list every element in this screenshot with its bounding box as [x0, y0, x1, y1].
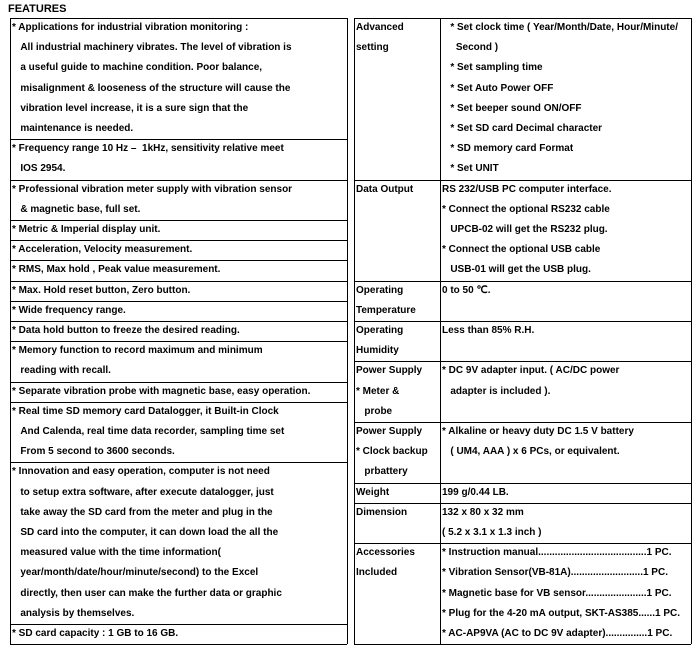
- feature-cell-line: year/month/date/hour/minute/second) to the Excel: [12, 567, 259, 579]
- left-table-border: [10, 341, 11, 381]
- spec-label: [354, 281, 440, 321]
- spec-value-line: * Set Auto Power OFF: [442, 82, 554, 94]
- right-table-border: [354, 422, 355, 483]
- left-table-border: [10, 382, 11, 402]
- right-table-border: [354, 281, 355, 321]
- left-table-border: [347, 180, 348, 220]
- left-table-border: [347, 341, 348, 381]
- right-table-border: [354, 18, 355, 180]
- spec-label-line: Dimension: [356, 506, 408, 518]
- feature-cell: [10, 321, 347, 341]
- spec-label-line: * Clock backup: [356, 446, 428, 458]
- left-table-border: [10, 624, 11, 644]
- right-table-border: [440, 483, 441, 503]
- right-table-border: [354, 543, 355, 644]
- right-table-border: [440, 422, 441, 483]
- right-table-border: [354, 180, 355, 281]
- feature-cell-line: analysis by themselves.: [12, 607, 135, 619]
- spec-label-line: Included: [356, 567, 398, 579]
- left-table-border: [10, 301, 11, 321]
- feature-cell-line: & magnetic base, full set.: [12, 203, 141, 215]
- feature-cell-line: * Wide frequency range.: [12, 304, 126, 316]
- spec-value: [440, 321, 691, 341]
- spec-value: [440, 361, 691, 401]
- right-table-border: [691, 483, 692, 503]
- spec-label: [354, 422, 440, 483]
- left-table-border: [10, 281, 11, 301]
- spec-label-line: Temperature: [356, 304, 416, 316]
- left-table-border: [347, 301, 348, 321]
- feature-cell-line: * Data hold button to freeze the desired reading.: [12, 325, 240, 336]
- spec-value-line: * Vibration Sensor(VB-81A)..........................1 PC.: [442, 567, 668, 579]
- left-table-border: [10, 18, 11, 139]
- right-table-border: [691, 180, 692, 281]
- spec-value-line: ( 5.2 x 3.1 x 1.3 inch ): [442, 526, 542, 538]
- spec-value-line: * Instruction manual.......................................1 PC.: [442, 547, 672, 559]
- feature-cell-line: * Professional vibration meter supply with vibration sensor: [12, 183, 293, 195]
- spec-label-line: Operating: [356, 325, 404, 336]
- spec-value-line: RS 232/USB PC computer interface.: [442, 183, 612, 195]
- spec-value-line: 132 x 80 x 32 mm: [442, 506, 524, 518]
- feature-cell-line: * Acceleration, Velocity measurement.: [12, 244, 193, 256]
- right-table-border: [691, 321, 692, 361]
- left-table-border: [347, 260, 348, 280]
- feature-cell: [10, 180, 347, 220]
- spec-label: [354, 321, 440, 361]
- spec-label: [354, 361, 440, 422]
- spec-value-line: * Alkaline or heavy duty DC 1.5 V battery: [442, 426, 634, 437]
- left-table-border: [10, 321, 11, 341]
- feature-cell: [10, 139, 347, 179]
- feature-cell-line: And Calenda, real time data recorder, sampling time set: [12, 425, 285, 437]
- left-table-border: [347, 139, 348, 179]
- right-table-border: [440, 361, 441, 422]
- spec-label-line: Advanced: [356, 22, 404, 33]
- spec-label: [354, 18, 440, 58]
- left-table-border: [10, 220, 11, 240]
- spec-label-line: Weight: [356, 486, 390, 498]
- right-table-border: [354, 321, 355, 361]
- left-table-border: [10, 462, 11, 624]
- spec-value-line: adapter is included ).: [442, 385, 551, 397]
- left-table-border: [347, 402, 348, 463]
- feature-cell-line: IOS 2954.: [12, 163, 66, 175]
- spec-label: [354, 483, 440, 503]
- spec-label-line: Data Output: [356, 183, 414, 195]
- left-table-border: [347, 240, 348, 260]
- feature-cell-line: * Memory function to record maximum and minimum: [12, 345, 263, 357]
- spec-value: [440, 503, 691, 543]
- right-table-border: [354, 503, 355, 543]
- spec-label-line: prbattery: [356, 466, 408, 478]
- feature-cell-line: * Frequency range 10 Hz – 1kHz, sensitivity relative meet: [12, 143, 284, 155]
- feature-cell-line: * Separate vibration probe with magnetic base, easy operation.: [12, 385, 311, 397]
- feature-cell-line: misalignment & looseness of the structure will cause the: [12, 82, 291, 94]
- feature-cell: [10, 402, 347, 463]
- right-table-border: [691, 281, 692, 321]
- feature-cell-line: * Applications for industrial vibration monitoring :: [12, 22, 249, 33]
- spec-value-line: * Magnetic base for VB sensor......................1 PC.: [442, 587, 672, 599]
- feature-cell-line: All industrial machinery vibrates. The level of vibration is: [12, 42, 292, 54]
- feature-cell: [10, 260, 347, 280]
- spec-value-line: * Set sampling time: [442, 62, 543, 74]
- left-table-border: [10, 402, 11, 463]
- spec-label-line: Power Supply: [356, 426, 423, 437]
- spec-label-line: Operating: [356, 284, 404, 296]
- feature-cell-line: * Innovation and easy operation, computer is not need: [12, 466, 270, 478]
- feature-cell: [10, 624, 347, 644]
- spec-value-line: * Plug for the 4-20 mA output, SKT-AS385......1 PC.: [442, 607, 680, 619]
- spec-value-line: * AC-AP9VA (AC to DC 9V adapter)...............1 PC.: [442, 627, 673, 639]
- right-table-border: [440, 180, 441, 281]
- right-table-border: [691, 543, 692, 644]
- feature-cell: [10, 281, 347, 301]
- spec-value: [440, 18, 691, 180]
- right-table-border: [354, 483, 355, 503]
- feature-cell: [10, 220, 347, 240]
- spec-value-line: * Set clock time ( Year/Month/Date, Hour/Minute/: [442, 22, 678, 33]
- spec-value-line: 199 g/0.44 LB.: [442, 486, 509, 498]
- spec-value-line: Second ): [442, 42, 499, 54]
- feature-cell-line: maintenance is needed.: [12, 122, 134, 134]
- feature-cell-line: take away the SD card from the meter and plug in the: [12, 506, 273, 518]
- right-table-border: [691, 422, 692, 483]
- feature-cell-line: * RMS, Max hold , Peak value measurement.: [12, 264, 221, 276]
- left-table-border: [10, 260, 11, 280]
- feature-cell-line: a useful guide to machine condition. Poor balance,: [12, 62, 263, 74]
- feature-cell-line: From 5 second to 3600 seconds.: [12, 446, 175, 458]
- spec-value-line: * SD memory card Format: [442, 143, 574, 155]
- spec-label: [354, 503, 440, 523]
- right-table-border: [440, 543, 441, 644]
- spec-label-line: Humidity: [356, 345, 399, 357]
- spec-value: [440, 483, 691, 503]
- spec-value-line: * Connect the optional USB cable: [442, 244, 601, 256]
- spec-value-line: * Set beeper sound ON/OFF: [442, 102, 582, 114]
- feature-cell-line: to setup extra software, after execute datalogger, just: [12, 486, 274, 498]
- spec-value-line: 0 to 50 ℃.: [442, 284, 491, 296]
- left-table-border: [347, 281, 348, 301]
- left-table-border: [10, 180, 11, 220]
- spec-label: [354, 543, 440, 583]
- feature-cell: [10, 462, 347, 624]
- spec-label-line: Power Supply: [356, 365, 423, 377]
- spec-value-line: * DC 9V adapter input. ( AC/DC power: [442, 365, 620, 377]
- feature-cell-line: reading with recall.: [12, 365, 111, 377]
- left-table-border: [347, 382, 348, 402]
- right-table-border: [440, 18, 441, 180]
- spec-label: [354, 180, 440, 200]
- spec-label-line: setting: [356, 42, 389, 54]
- spec-value-line: * Connect the optional RS232 cable: [442, 203, 610, 215]
- right-table-border: [440, 321, 441, 361]
- spec-value-line: * Set UNIT: [442, 163, 499, 175]
- feature-cell: [10, 240, 347, 260]
- spec-value: [440, 180, 691, 281]
- feature-cell-line: measured value with the time information(: [12, 547, 221, 559]
- spec-value: [440, 422, 691, 462]
- left-table-border: [10, 139, 11, 179]
- feature-cell-line: * Max. Hold reset button, Zero button.: [12, 284, 191, 296]
- feature-cell-line: directly, then user can make the further data or graphic: [12, 587, 282, 599]
- right-table-border: [691, 361, 692, 422]
- spec-label-line: Accessories: [356, 547, 415, 559]
- spec-value-line: USB-01 will get the USB plug.: [442, 264, 591, 276]
- right-table-border: [440, 503, 441, 543]
- left-table-border: [10, 240, 11, 260]
- left-table-border: [347, 462, 348, 624]
- spec-label-line: * Meter &: [356, 385, 400, 397]
- feature-cell: [10, 341, 347, 381]
- feature-cell-line: * Real time SD memory card Datalogger, it Built-in Clock: [12, 405, 279, 417]
- spec-value-line: * Set SD card Decimal character: [442, 122, 603, 134]
- left-table-border: [347, 18, 348, 139]
- right-table-border: [691, 18, 692, 180]
- feature-cell-line: SD card into the computer, it can down load the all the: [12, 526, 279, 538]
- feature-cell-line: * Metric & Imperial display unit.: [12, 224, 161, 235]
- feature-cell: [10, 301, 347, 321]
- spec-value-line: ( UM4, AAA ) x 6 PCs, or equivalent.: [442, 446, 620, 458]
- right-table-border: [354, 361, 355, 422]
- feature-cell: [10, 382, 347, 402]
- right-table-border: [691, 503, 692, 543]
- spec-label-line: probe: [356, 405, 393, 417]
- left-table-border: [347, 624, 348, 644]
- spec-value: [440, 281, 691, 301]
- left-table-border: [347, 321, 348, 341]
- spec-value-line: UPCB-02 will get the RS232 plug.: [442, 223, 608, 235]
- features-title: FEATURES: [8, 3, 67, 15]
- right-table-border: [440, 281, 441, 321]
- feature-cell-line: * SD card capacity : 1 GB to 16 GB.: [12, 628, 179, 639]
- spec-value-line: Less than 85% R.H.: [442, 325, 535, 336]
- feature-cell: [10, 18, 347, 139]
- left-table-border: [347, 220, 348, 240]
- spec-value: [440, 543, 691, 644]
- feature-cell-line: vibration level increase, it is a sure sign that the: [12, 102, 249, 114]
